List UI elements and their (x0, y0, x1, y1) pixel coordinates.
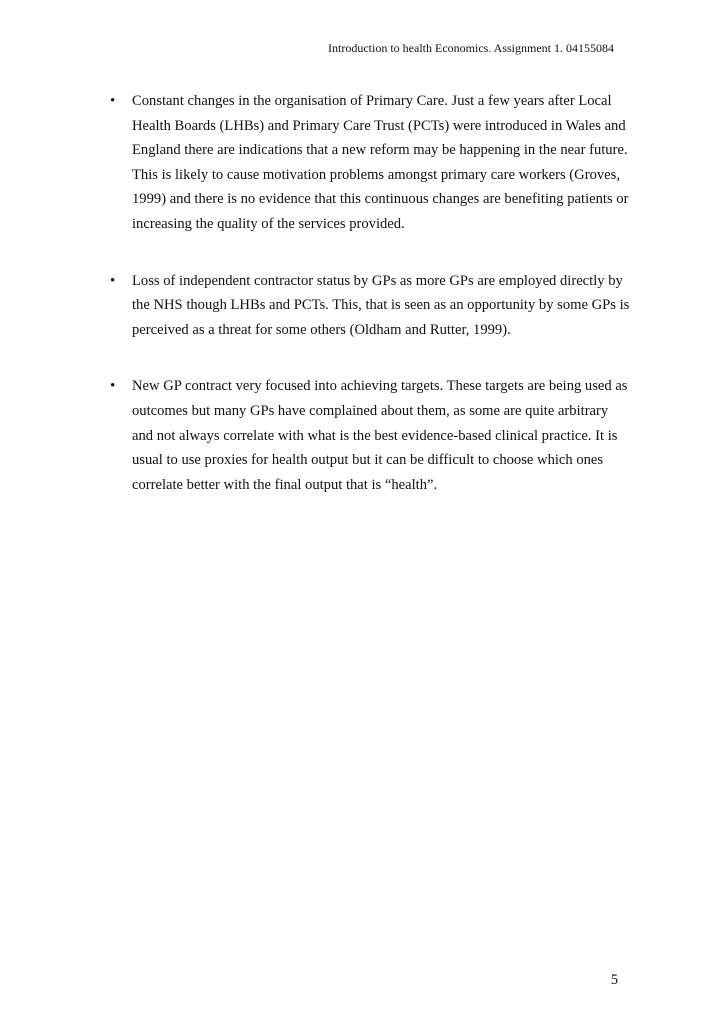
bullet-text: Constant changes in the organisation of Primary Care. Just a few years after Local Health Boards (LHBs) and Primary Care Trust (PCTs) were introduced in Wales and England there are indications that a new reform may be happening in the near future. This is likely to cause motivation problems amongst primary care workers (Groves, 1999) and there is no evidence that this continuous changes are benefiting patients or increasing the quality of the services provided. (132, 93, 629, 232)
bullet-item (110, 89, 630, 237)
bullet-item (110, 374, 630, 497)
page-number: 5 (610, 972, 618, 988)
bullet-marker: • (110, 378, 116, 395)
bullet-marker: • (110, 272, 116, 289)
bullet-marker: • (110, 93, 116, 109)
bullet-item (110, 269, 630, 343)
running-header: Introduction to health Economics. Assignment 1. 04155084 (328, 41, 614, 55)
bullet-text: Loss of independent contractor status by GPs as more GPs are employed directly by the NHS though LHBs and PCTs. This, that is seen as an opportunity by some GPs is perceived as a threat for some others (Oldham and Rutter, 1999). (132, 272, 630, 338)
bullet-list (110, 89, 630, 529)
bullet-text: New GP contract very focused into achieving targets. These targets are being used as outcomes but many GPs have complained about them, as some are quite arbitrary and not always correlate with what is the best evidence-based clinical practice. It is usual to use proxies for health output but it can be difficult to choose which ones correlate better with the final output that is “health”. (132, 378, 628, 493)
